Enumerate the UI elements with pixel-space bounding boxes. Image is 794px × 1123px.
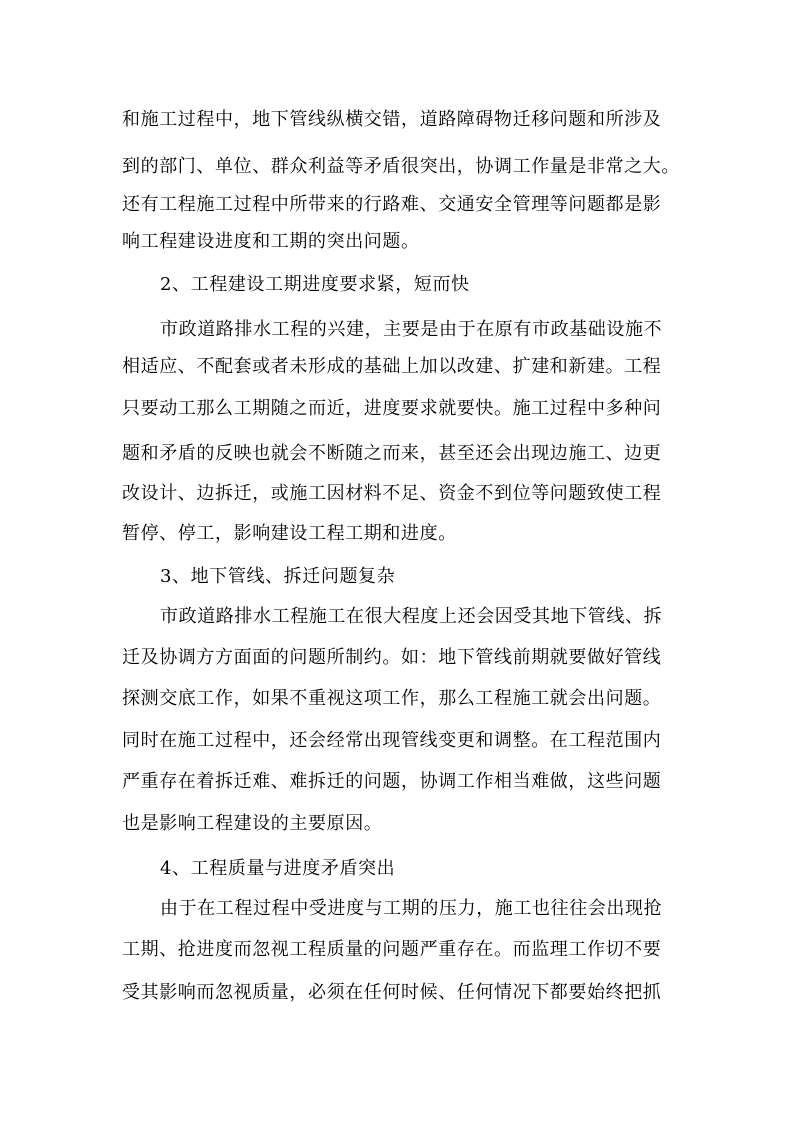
paragraph-line: 同时在施工过程中，还会经常出现管线变更和调整。在工程范围内 — [122, 730, 662, 751]
paragraph-line: 由于在工程过程中受进度与工期的压力，施工也往往会出现抢 — [160, 898, 663, 919]
paragraph-line: 受其影响而忽视质量，必须在任何时候、任何情况下都要始终把抓 — [122, 982, 662, 1003]
paragraph-line: 工期、抢进度而忽视工程质量的问题严重存在。而监理工作切不要 — [122, 939, 662, 960]
paragraph-line: 只要动工那么工期随之而近，进度要求就要快。施工过程中多种问 — [122, 398, 662, 419]
paragraph-line: 探测交底工作，如果不重视这项工作，那么工程施工就会出问题。 — [122, 688, 662, 709]
paragraph-line: 响工程建设进度和工期的突出问题。 — [122, 231, 420, 252]
paragraph-line: 市政道路排水工程施工在很大程度上还会因受其地下管线、拆 — [160, 606, 663, 627]
section-heading-2: 2、工程建设工期进度要求紧，短而快 — [160, 274, 470, 295]
paragraph-line: 改设计、边拆迁，或施工因材料不足、资金不到位等问题致使工程 — [122, 483, 662, 504]
paragraph-line: 严重存在着拆迁难、难拆迁的问题，协调工作相当难做，这些问题 — [122, 771, 662, 792]
paragraph-line: 题和矛盾的反映也就会不断随之而来，甚至还会出现边施工、边更 — [122, 443, 662, 464]
section-heading-4: 4、工程质量与进度矛盾突出 — [160, 858, 396, 879]
paragraph-line: 迁及协调方方面面的问题所制约。如：地下管线前期就要做好管线 — [122, 647, 662, 668]
section-heading-3: 3、地下管线、拆迁问题复杂 — [160, 566, 396, 587]
paragraph-line: 相适应、不配套或者未形成的基础上加以改建、扩建和新建。工程 — [122, 356, 662, 377]
paragraph-line: 也是影响工程建设的主要原因。 — [122, 813, 383, 834]
paragraph-line: 市政道路排水工程的兴建，主要是由于在原有市政基础设施不 — [160, 319, 663, 340]
paragraph-line: 到的部门、单位、群众利益等矛盾很突出，协调工作量是非常之大。 — [122, 156, 680, 177]
paragraph-line: 和施工过程中，地下管线纵横交错，道路障碍物迁移问题和所涉及 — [122, 109, 662, 130]
paragraph-line: 暂停、停工，影响建设工程工期和进度。 — [122, 523, 457, 544]
paragraph-line: 还有工程施工过程中所带来的行路难、交通安全管理等问题都是影 — [122, 194, 662, 215]
